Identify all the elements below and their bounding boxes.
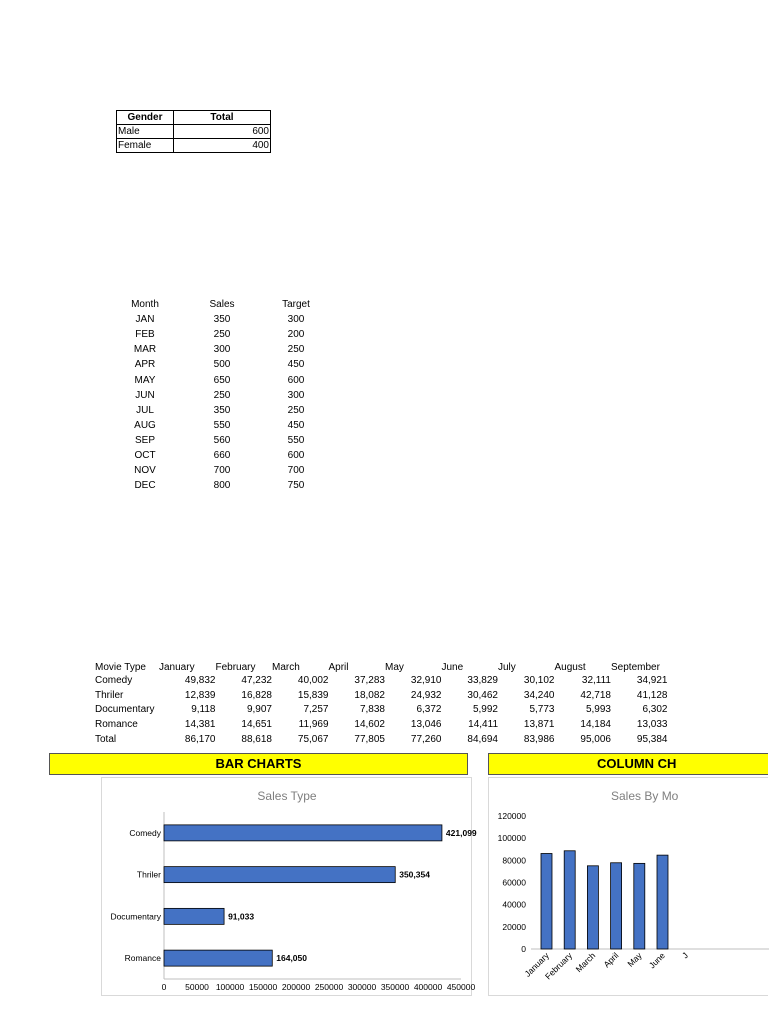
month-header: May [385,661,404,673]
movie-type-cell: Total [95,733,117,745]
data-label: 350,354 [399,869,430,880]
bar [587,866,598,949]
table-row [116,327,322,342]
target-cell: 750 [287,480,305,492]
table-row [116,342,322,357]
sales-by-month-chart-svg [489,778,769,997]
table-row [116,403,322,418]
target-cell: 550 [287,434,305,446]
month-cell: APR [134,359,156,371]
sales-header: Sales [209,299,235,311]
sales-cell: 350 [213,314,231,326]
movie-type-cell: Comedy [95,675,133,687]
value-cell: 5,993 [585,704,611,716]
category-label: March [573,950,598,975]
target-cell: 250 [287,404,305,416]
value-cell: 95,384 [636,733,668,745]
bar-charts-banner: BAR CHARTS [49,753,468,775]
month-header: June [441,661,464,673]
value-cell: 41,128 [636,689,668,701]
total-header: Total [174,111,271,125]
category-label: May [625,950,644,969]
value-cell: 14,651 [241,719,272,731]
gender-cell: Male [117,125,174,139]
value-cell: 34,240 [523,689,555,701]
tick-label: 0 [521,944,526,954]
value-cell: 30,462 [467,689,498,701]
value-cell: 47,232 [241,675,272,687]
bar [164,950,272,966]
tick-label: 250000 [314,982,344,992]
target-cell: 250 [287,344,305,356]
month-header: February [215,661,256,673]
category-label: April [601,950,621,970]
month-header: July [498,661,516,673]
value-cell: 18,082 [354,689,385,701]
target-cell: 450 [287,359,305,371]
tick-label: 300000 [347,982,377,992]
movie-type-header: Movie Type [95,661,146,673]
tick-label: 150000 [248,982,278,992]
value-cell: 13,046 [410,719,442,731]
sales-cell: 500 [213,359,231,371]
value-cell: 30,102 [523,675,555,687]
sales-cell: 250 [213,389,231,401]
movie-type-cell: Documentary [95,704,155,716]
value-cell: 77,805 [354,733,385,745]
movie-table-header-row [95,660,668,674]
table-row [116,448,322,463]
category-label: Thriler [136,869,161,880]
tick-label: 80000 [502,855,526,866]
tick-label: 200000 [281,982,311,992]
bar [657,855,668,949]
sales-cell: 300 [213,344,231,356]
category-label: January [522,950,551,979]
sales-cell: 560 [213,434,231,446]
month-cell: JUN [135,389,155,401]
category-label: Documentary [110,911,161,922]
tick-label: 100000 [215,982,245,992]
target-cell: 300 [287,389,305,401]
value-cell: 86,170 [184,733,216,745]
value-cell: 7,257 [303,704,329,716]
category-label: Romance [124,953,161,964]
table-row [116,372,322,387]
target-cell: 450 [287,419,305,431]
movie-sales-table [95,660,668,747]
sales-cell: 350 [213,404,231,416]
value-cell: 5,992 [472,704,498,716]
value-cell: 6,372 [416,704,442,716]
table-row [117,125,271,139]
sales-type-chart-svg [102,778,477,997]
value-cell: 83,986 [523,733,555,745]
tick-label: 0 [161,982,167,992]
table-row [117,139,271,153]
sales-cell: 800 [213,480,231,492]
chart-title: Sales Type [257,789,317,803]
month-cell: SEP [134,434,155,446]
target-cell: 200 [287,329,305,341]
sales-type-chart[interactable] [101,777,477,996]
table-row [95,689,668,704]
category-label: Comedy [129,827,161,838]
month-cell: NOV [134,465,156,477]
gender-cell: Female [117,139,174,153]
table-row [116,478,322,493]
target-cell: 600 [287,449,305,461]
value-cell: 88,618 [241,733,272,745]
month-header: Month [131,299,159,311]
month-header: August [554,661,586,673]
gender-table-header-row [117,111,271,125]
value-cell: 13,871 [523,719,555,731]
month-header: January [159,661,195,673]
tick-label: 50000 [185,982,209,992]
target-cell: 300 [287,314,305,326]
bar [164,908,224,924]
tick-label: 450000 [446,982,476,992]
value-cell: 5,773 [529,704,555,716]
value-cell: 34,921 [636,675,668,687]
value-cell: 42,718 [580,689,611,701]
bar [564,851,575,949]
tick-label: 100000 [497,833,526,844]
total-cell: 600 [174,125,271,139]
bar [611,863,622,949]
sales-cell: 650 [213,374,231,386]
value-cell: 14,381 [184,719,216,731]
gender-table [116,110,271,153]
value-cell: 7,838 [359,704,385,716]
table-row [95,718,668,733]
table-row [116,312,322,327]
target-cell: 600 [287,374,305,386]
tick-label: 40000 [502,899,526,910]
value-cell: 37,283 [354,675,385,687]
sales-cell: 550 [213,419,231,431]
data-label: 164,050 [276,953,308,964]
month-cell: OCT [134,449,156,461]
tick-label: 60000 [502,877,526,888]
bar [164,867,395,883]
value-cell: 32,111 [581,675,611,687]
column-charts-banner: COLUMN CH [488,753,768,775]
month-cell: JUL [136,404,154,416]
month-header: April [328,661,349,673]
sales-cell: 660 [213,449,231,461]
total-cell: 400 [174,139,271,153]
sales-by-month-chart[interactable] [488,777,768,996]
movie-type-cell: Romance [95,719,138,731]
value-cell: 95,006 [580,733,611,745]
target-header: Target [282,299,310,311]
table-row [95,732,668,747]
month-cell: AUG [134,419,156,431]
month-sales-table [116,297,322,493]
category-label: February [542,950,575,982]
value-cell: 84,694 [467,733,498,745]
table-row [95,674,668,689]
month-header: March [272,661,300,673]
tick-label: 120000 [497,811,526,821]
value-cell: 33,829 [467,675,498,687]
bar [541,853,552,949]
value-cell: 13,033 [636,719,668,731]
value-cell: 40,002 [297,675,329,687]
value-cell: 15,839 [297,689,329,701]
value-cell: 14,411 [468,719,498,731]
tick-label: 20000 [502,921,526,932]
tick-label: 350000 [380,982,410,992]
value-cell: 77,260 [410,733,442,745]
category-label: June [646,950,667,971]
sales-cell: 250 [213,329,231,341]
data-label: 91,033 [228,911,255,922]
value-cell: 24,932 [410,689,442,701]
month-cell: MAY [134,374,156,386]
month-cell: MAR [133,344,157,356]
table-row [116,433,322,448]
value-cell: 9,907 [246,704,272,716]
month-header: September [611,661,660,673]
month-cell: JAN [135,314,155,326]
bar [164,825,442,841]
bar [634,863,645,949]
value-cell: 12,839 [184,689,216,701]
value-cell: 32,910 [410,675,442,687]
movie-type-cell: Thriler [95,689,124,701]
month-cell: FEB [135,329,155,341]
sales-cell: 700 [213,465,231,477]
table-row [116,357,322,372]
value-cell: 9,118 [191,704,216,716]
value-cell: 6,302 [642,704,668,716]
table-row [116,388,322,403]
value-cell: 16,828 [241,689,272,701]
table-row [95,703,668,718]
category-label: J [680,950,691,961]
chart-title: Sales By Mo [611,789,679,803]
value-cell: 75,067 [297,733,329,745]
target-cell: 700 [287,465,305,477]
value-cell: 14,602 [354,719,385,731]
gender-header: Gender [117,111,174,125]
month-table-header-row [116,297,322,312]
value-cell: 49,832 [184,675,216,687]
table-row [116,418,322,433]
data-label: 421,099 [445,827,477,838]
month-cell: DEC [134,480,156,492]
table-row [116,463,322,478]
value-cell: 11,969 [298,719,329,731]
tick-label: 400000 [413,982,443,992]
value-cell: 14,184 [580,719,611,731]
